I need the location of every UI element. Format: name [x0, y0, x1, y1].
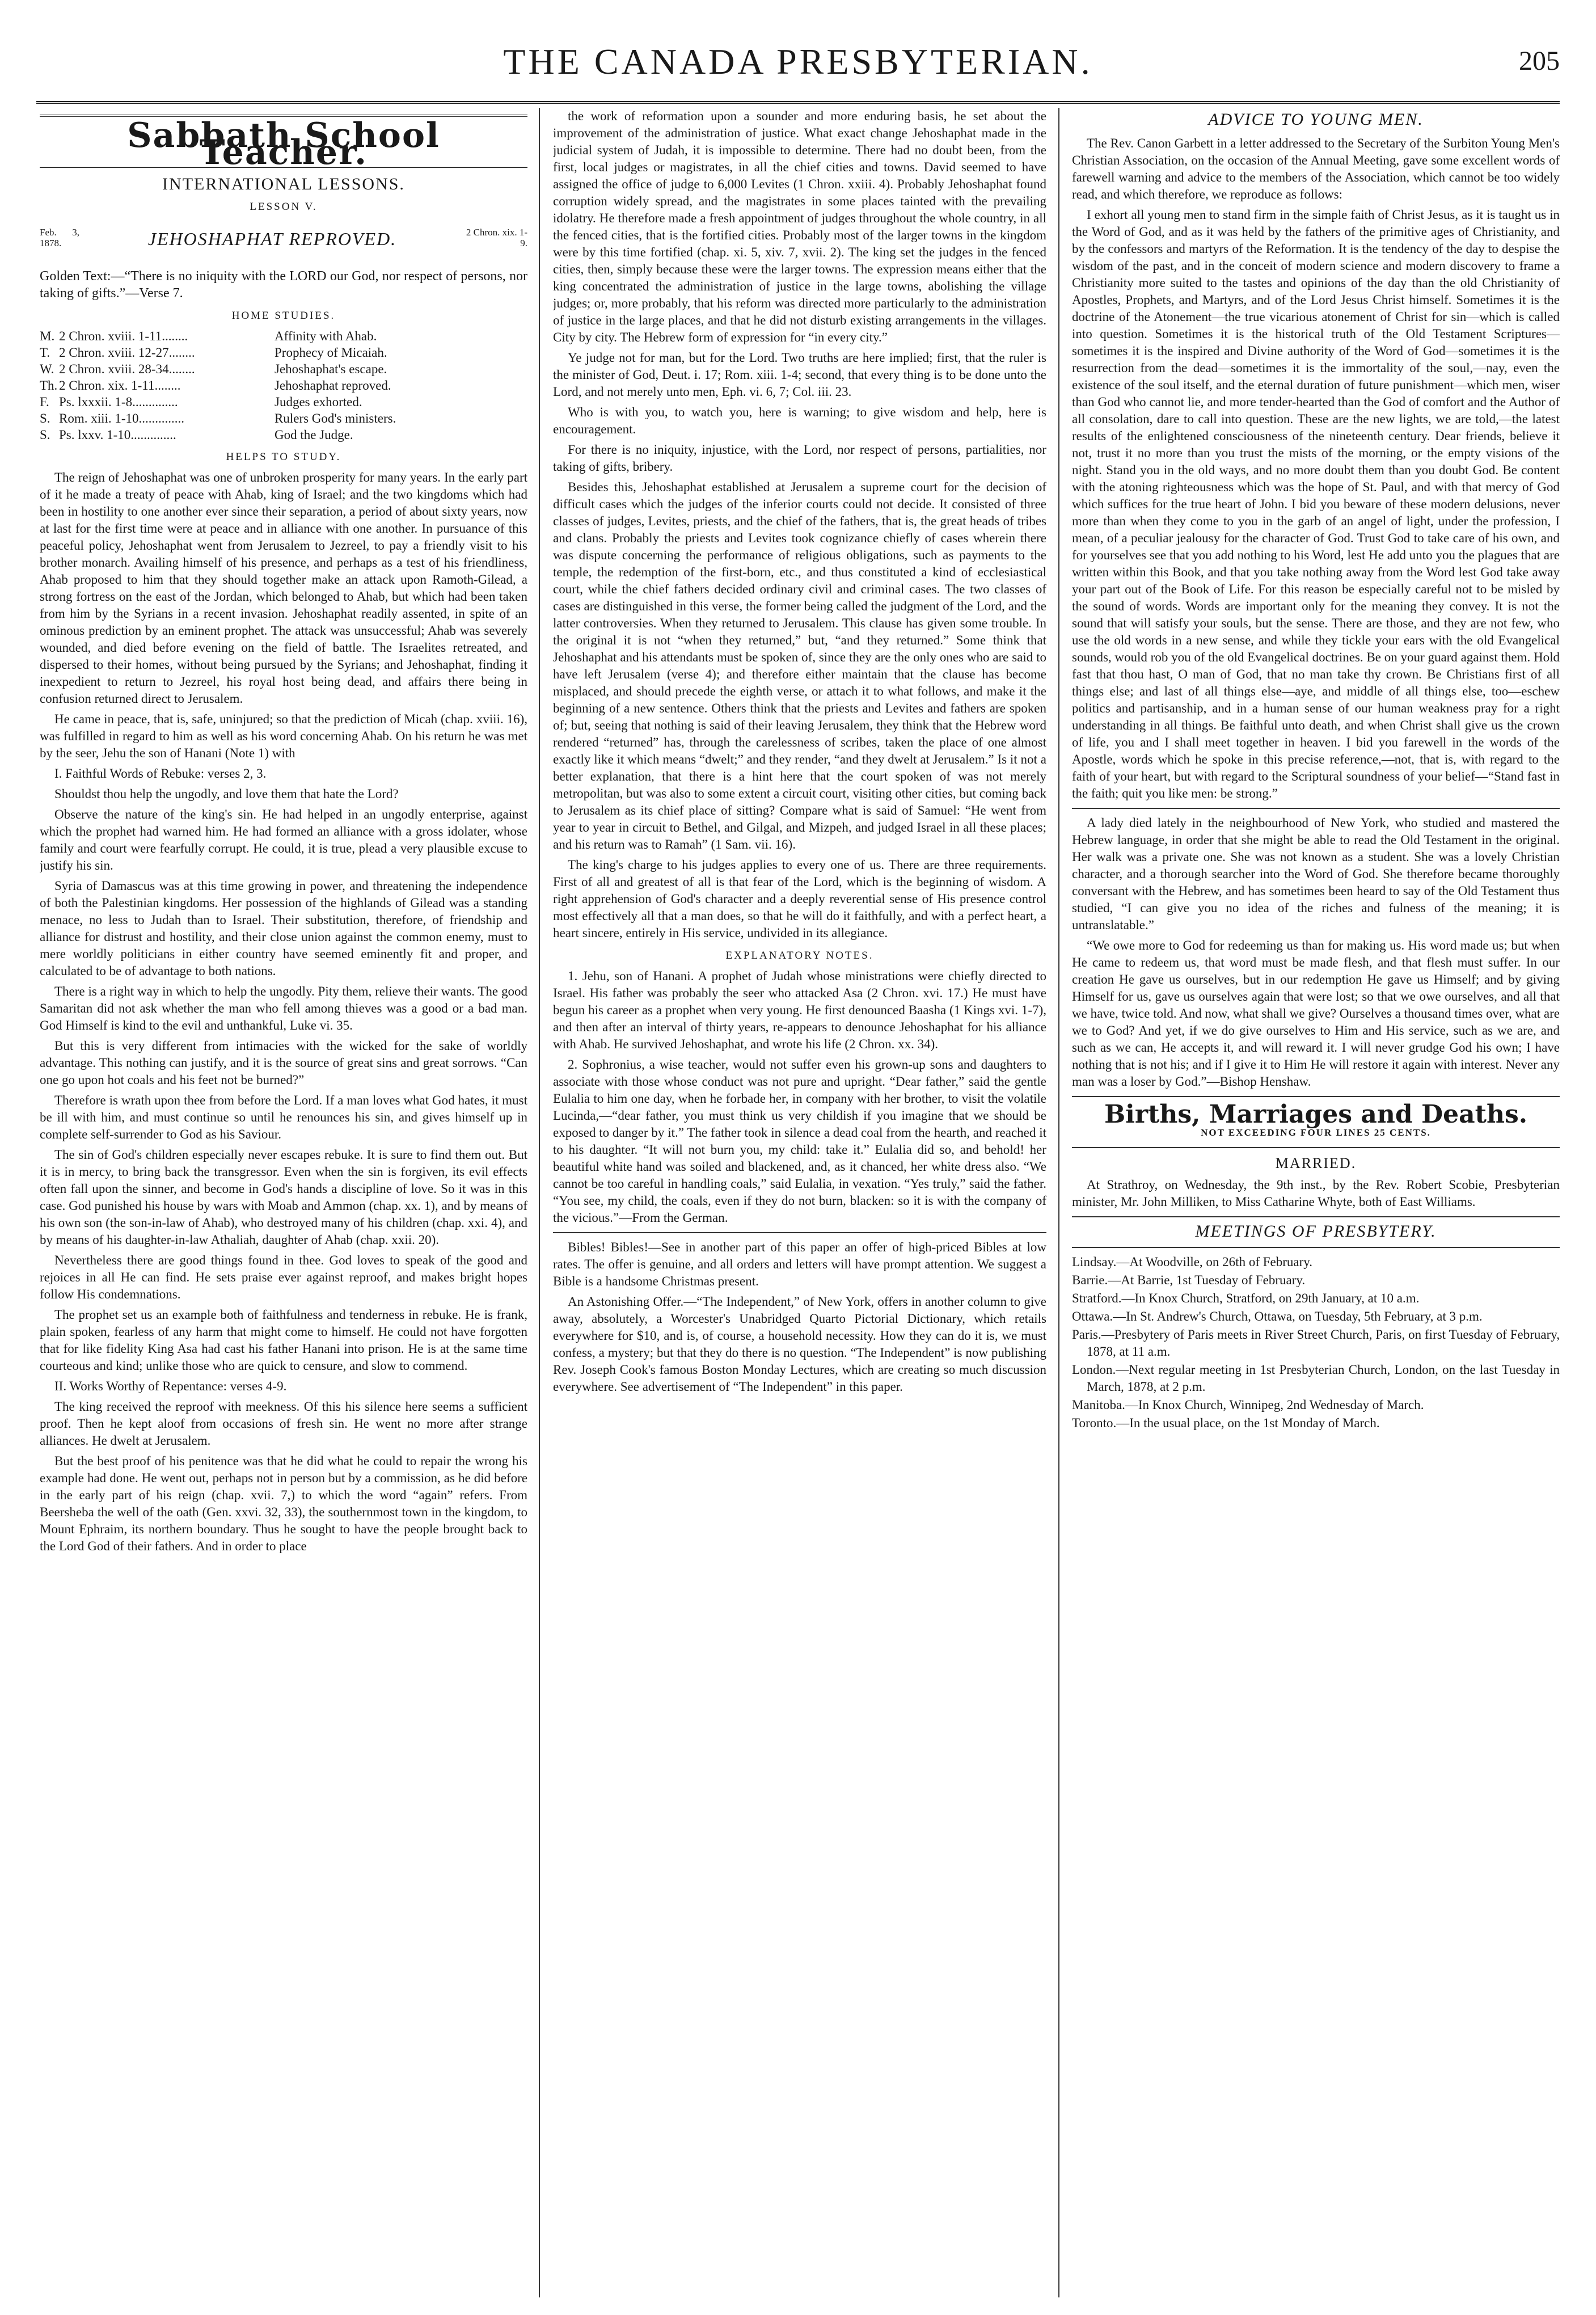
meeting-entry: Stratford.—In Knox Church, Stratford, on 29th January, at 10 a.m.	[1072, 1291, 1420, 1305]
bmd-title: Births, Marriages and Deaths.	[1104, 1100, 1528, 1129]
advice-rule	[1072, 808, 1560, 809]
column-rule-1	[539, 108, 540, 2297]
married-notice: At Strathroy, on Wednesday, the 9th inst., by the Rev. Robert Scobie, Presbyterian minister, Mr. John Milliken, to Miss Catharine Whyte, both of East Williams.	[1072, 1178, 1560, 1209]
home-study-row	[40, 410, 527, 427]
body-paragraph: Syria of Damascus was at this time growing in power, and threatening the independence of both the Palestinian kingdoms. Her possession of the highlands of Gilead was a standing menace, no less to Judah than to Israel. Their substitution, therefore, of friendship and alliance for distrust and hostility, and their close union against the common enemy, must to mere worldly politicians in either country have seemed eminently fit and proper, and calculated to be of advantage to both nations.	[40, 879, 527, 978]
lesson-date: Feb. 3, 1878.	[40, 227, 79, 248]
advertisements	[553, 1239, 1046, 1395]
body-paragraph: He came in peace, that is, safe, uninjured; so that the prediction of Micah (chap. xviii. 16), was fulfilled in regard to him as well as his word concerning Ahab. On his return he was met by the seer, Jehu the son of Hanani (Note 1) with	[40, 712, 527, 760]
hebrew-lady-paragraph: A lady died lately in the neighbourhood of New York, who studied and mastered the Hebrew language, in order that she might be able to read the Old Testament in the original. Her walk was a private one. She was not known as a student. She was a lovely Christian character, and a thorough searcher into the Word of God. She therefore became thoroughly conversant with the Hebrew, and has sometimes been heard to say of the Old Testament thus studied, “I can give you no idea of the riches and fulness of the meaning; it is untranslatable.”	[1072, 816, 1560, 932]
home-study-ref: 2 Chron. xviii. 28-34........	[59, 362, 195, 376]
married-rule	[1072, 1147, 1560, 1148]
home-study-day: F.	[40, 395, 49, 409]
lesson-header	[40, 222, 527, 262]
home-study-row	[40, 344, 527, 361]
newspaper-title: THE CANADA PRESBYTERIAN.	[503, 41, 1093, 82]
meetings-title: MEETINGS OF PRESBYTERY.	[1195, 1222, 1437, 1241]
page-number: 205	[1519, 46, 1560, 76]
note-paragraph: 2. Sophronius, a wise teacher, would not suffer even his grown-up sons and daughters to associate with those whose conduct was not pure and upright. “Dear father,” said the gentle Eulalia to him one day, when he forbade her, in company with her brother, to visit the volatile Lucinda,—“dear father, you must think us very childish if you imagine that we should be exposed to danger by it.” The father took in silence a dead coal from the hearth, and reached it to his daughter. “It will not burn you, my child: take it.” Eulalia did so, and behold! her beautiful white hand was soiled and blackened, and, as it chanced, her white dress also. “We cannot be too careful in handling coals,” said Eulalia, in vexation. “Yes truly,” said the father. “You see, my child, the coals, even if they do not burn, blacken: so it is with the company of the vicious.”—From the German.	[553, 1057, 1046, 1225]
body-paragraph: II. Works Worthy of Repentance: verses 4-9.	[54, 1379, 287, 1393]
masthead-rule	[36, 101, 1560, 104]
column-1	[40, 108, 527, 2297]
meetings-rule	[1072, 1216, 1560, 1217]
body-paragraph: Nevertheless there are good things found in thee. God loves to speak of the good and rejoices in all He can find. He sets praise ever against reproof, and makes bright hopes follow His condemnations.	[40, 1253, 527, 1301]
body-paragraph: Who is with you, to watch you, here is warning; to give wisdom and help, here is encouragement.	[553, 405, 1046, 436]
home-study-topic: Judges exhorted.	[275, 395, 362, 409]
note-paragraph: 1. Jehu, son of Hanani. A prophet of Judah whose ministrations were chiefly directed to Israel. His father was probably the seer who attacked Asa (2 Chron. xvi. 17.) He must have begun his career as a prophet when very young. He first denounced Baasha (1 Kings xvi. 1-7), and then after an interval of thirty years, re-appears to denounce Jehoshaphat for his alliance with Ahab. He survived Jehoshaphat, and wrote his life (2 Chron. xx. 34).	[553, 969, 1046, 1051]
column-3	[1072, 108, 1560, 2297]
lesson-title: JEHOSHAPHAT REPROVED.	[147, 229, 397, 249]
home-study-topic: Jehoshaphat's escape.	[275, 362, 387, 376]
advice-title: ADVICE TO YOUNG MEN.	[1208, 110, 1424, 129]
home-study-day: Th.	[40, 378, 58, 393]
meeting-entry: London.—Next regular meeting in 1st Presbyterian Church, London, on the last Tuesday in March, 1878, at 2 p.m.	[1072, 1363, 1560, 1394]
advertisement: An Astonishing Offer.—“The Independent,” of New York, offers in another column to give away, absolutely, a Worcester's Unabridged Quarto Pictorial Dictionary, which retails everywhere for $10, and is, of course, a household necessity. How they can do it is, we must confess, a mystery; but that they do there is no question. “The Independent” is now publishing Rev. Joseph Cook's famous Boston Monday Lectures, which are creating so much discussion everywhere. See advertisement of “The Independent” in this paper.	[553, 1294, 1046, 1394]
home-studies-table	[40, 328, 527, 443]
body-paragraph: the work of reformation upon a sounder and more enduring basis, he set about the improvement of the administration of justice. What exact change Jehoshaphat made in the judicial system of Judah, it is impossible to determine. There had no doubt been, from the first, local judges or magistrates, in all the chief cities and towns. David seemed to have assigned the office of judge to 6,000 Levites (1 Chron. xxiii. 4). Probably Jehoshaphat found corruption widely spread, and the magistrates in some places tainted with the prevailing idolatry. He therefore made a fresh appointment of judges throughout the whole country, in all the fenced cities, that is the fortified cities. Probably most of the larger towns in the kingdom were by this time fortified (chap. xi. 5, xiv. 7, xvii. 2). The king set the judges in the fenced cities, then, simply because these were the larger towns. The expression means either that the king concentrated the administration of justice in the large towns, abolishing the village judges; or, more probably, that his reform was directed more particularly to the administration of justice in the large places, and that he did not disturb existing arrangements in the villages. City by city. The Hebrew form of expression for “in every city.”	[553, 109, 1046, 344]
body-paragraph: Ye judge not for man, but for the Lord. Two truths are here implied; first, that the ruler is the minister of God, Deut. i. 17; Rom. xiii. 1-4; second, that every thing is to be done unto the Lord, and not merely unto men, Eph. vi. 6, 7; Col. iii. 23.	[553, 351, 1046, 399]
masthead	[36, 17, 1560, 102]
meeting-entry: Lindsay.—At Woodville, on 26th of February.	[1072, 1255, 1313, 1269]
explanatory-notes-title: EXPLANATORY NOTES.	[725, 950, 874, 962]
body-paragraph: But the best proof of his penitence was that he did what he could to repair the wrong his example had done. He went out, perhaps not in person but by a commission, as he did before in the early part of his reign (chap. xvii. 7,) to which the word “again” refers. From Beersheba the well of the oath (Gen. xxvi. 32, 33), the southernmost town in the kingdom, to Mount Ephraim, its northern boundary. Thus he sought to have the people brought back to the Lord God of their fathers. And in order to place	[40, 1454, 527, 1553]
body-paragraph: The prophet set us an example both of faithfulness and tenderness in rebuke. He is frank, plain spoken, fearless of any harm that might come to himself. He could not have forgotten that for like fidelity King Asa had cast his father Hanani into prison. He is at the same time courteous and kind; unlike those who are quick to censure, and slow to commend.	[40, 1308, 527, 1373]
body-paragraph: The king received the reproof with meekness. Of this his silence here seems a sufficient proof. Then he kept aloof from occasions of fresh sin. He went no more after strange alliances. He dwelt at Jerusalem.	[40, 1399, 527, 1448]
home-study-ref: 2 Chron. xviii. 1-11........	[59, 329, 188, 343]
henshaw-quote: “We owe more to God for redeeming us than for making us. His word made us; but when He came to redeem us, that word must be made flesh, and that flesh must suffer. In our creation He gave us ourselves, but in our redemption He gave us Himself; and by giving Himself for us, gave us ourselves again that were lost; so that we owe ourselves, and all that we have, twice told. And now, what shall we give? Ourselves a thousand times over, what are we to God? And yet, if we do give ourselves to Him and His service, such as we are, and such as we can, He accepts it, and will reward it. I will never grudge God his own; I have nothing that is not his; and if I give it to Him He will restore it again with interest. Never any man was a loser by God.”—Bishop Henshaw.	[1072, 938, 1560, 1089]
home-studies-title: HOME STUDIES.	[231, 310, 336, 322]
home-study-ref: Ps. lxxxii. 1-8..............	[59, 395, 178, 409]
advertisement: Bibles! Bibles!—See in another part of this paper an offer of high-priced Bibles at low rates. The offer is genuine, and all orders and letters will have prompt attention. We suggest a Bible is a handsome Christmas present.	[553, 1240, 1046, 1288]
home-study-topic: Prophecy of Micaiah.	[275, 345, 387, 360]
home-study-day: M.	[40, 329, 55, 343]
notes-rule	[553, 1232, 1046, 1233]
lesson-body	[40, 469, 527, 1555]
column-2	[553, 108, 1046, 2297]
body-paragraph: There is a right way in which to help the ungodly. Pity them, relieve their wants. The good Samaritan did not ask whether the man who fell among thieves was a good or a bad man. God Himself is kind to the evil and unthankful, Luke vi. 35.	[40, 984, 527, 1032]
meeting-entry: Barrie.—At Barrie, 1st Tuesday of February.	[1072, 1273, 1306, 1287]
body-paragraph: Besides this, Jehoshaphat established at Jerusalem a supreme court for the decision of difficult cases which the judges of the inferior courts could not decide. It consisted of three classes of judges, Levites, priests, and the chief of the fathers, that is, the great heads of tribes and clans. Probably the priests and Levites took cognizance chiefly of cases wherein there was dispute concerning the performance of religious obligations, such as payments to the temple, the redemption of the first-born, etc., and thus constituted a kind of ecclesiastical court, while the chief fathers decided ordinary civil and criminal cases. The two classes of cases are distinguished in this verse, the former being called the judgment of the Lord, and the latter controversies. When they returned to Jerusalem. This clause has given some trouble. In the original it is not “when they returned,” but, “and they returned.” Some think that Jehoshaphat and his attendants must be spoken of, since they are the only ones who are said to have left Jerusalem (verse 4); and therefore either maintain that the clause has become misplaced, and should precede the eighth verse, or attach it to what follows, and make it the beginning of a new sentence. Others think that the priests and Levites and fathers are spoken of; but, seeing that nothing is said of their leaving Jerusalem, they think that the Hebrew word rendered “returned” has, through the carelessness of scribes, taken the place of one almost exactly like it which means “dwelt;” and they render, “and they dwelt at Jerusalem.” Is it not a better explanation, that there is a hint here that the court spoken of was not merely metropolitan, but was also to some extent a circuit court, visiting other cities, but coming back to Jerusalem as its chief place of sitting? Compare what is said of Samuel: “He went from year to year in circuit to Bethel, and Gilgal, and Mizpeh, and judged Israel in all these places; and his return was to Ramah” (1 Sam. vii. 16).	[553, 480, 1046, 851]
meeting-entry: Ottawa.—In St. Andrew's Church, Ottawa, on Tuesday, 5th February, at 3 p.m.	[1072, 1309, 1483, 1323]
body-paragraph: But this is very different from intimacies with the wicked for the sake of worldly advantage. This nothing can justify, and it is the source of great sins and great sorrows. “Can one go upon hot coals and his feet not be burned?”	[40, 1039, 527, 1087]
section-title: Sabbath School Teacher.	[127, 116, 440, 172]
lesson-number: LESSON V.	[250, 201, 318, 213]
home-study-row	[40, 377, 527, 394]
married-title: MARRIED.	[1275, 1155, 1357, 1171]
home-study-day: T.	[40, 345, 50, 360]
column-rule-2	[1058, 108, 1059, 2297]
meeting-entry: Paris.—Presbytery of Paris meets in River Street Church, Paris, on first Tuesday of February, 1878, at 11 a.m.	[1072, 1327, 1560, 1359]
body-paragraph: I. Faithful Words of Rebuke: verses 2, 3.	[54, 766, 267, 781]
meeting-entry: Manitoba.—In Knox Church, Winnipeg, 2nd Wednesday of March.	[1072, 1398, 1424, 1412]
meetings-list	[1072, 1254, 1560, 1432]
home-study-topic: God the Judge.	[275, 428, 353, 442]
home-study-day: S.	[40, 428, 50, 442]
body-paragraph: The reign of Jehoshaphat was one of unbroken prosperity for many years. In the early part of it he made a treaty of peace with Ahab, king of Israel; and the two kingdoms which had been in hostility to one another ever since their separation, a period of about sixty years, now at last for the first time were at peace and in alliance with one another. In pursuance of this peaceful policy, Jehoshaphat went from Jerusalem to Jezreel, to pay a friendly visit to his brother monarch. Availing himself of his presence, and perhaps as a test of his friendliness, Ahab proposed to him that they should together make an attack upon Ramoth-Gilead, a strong fortress on the east of the Jordan, which belonged to Ahab, but which had been taken from him by the Syrians in a recent invasion. Jehoshaphat readily assented, in spite of an ominous prediction by an eminent prophet. The attack was unsuccessful; Ahab was severely wounded, and died before evening on the field of battle. The Israelites retreated, and dispersed to their homes, without being pursued by the Syrians; and Jehoshaphat, finding it inexpedient to return to Jezreel, his royal host being dead, and affairs there being in confusion returned direct to Jerusalem.	[40, 470, 527, 706]
home-study-row	[40, 328, 527, 344]
advice-paragraph: The Rev. Canon Garbett in a letter addressed to the Secretary of the Surbiton Young Men's Christian Association, on the occasion of the Annual Meeting, gave some excellent words of farewell warning and advice to the members of the Association, which cannot be too widely read, and which therefore, we reproduce as follows:	[1072, 136, 1560, 201]
international-lessons: INTERNATIONAL LESSONS.	[162, 175, 405, 193]
home-study-ref: Rom. xiii. 1-10..............	[59, 411, 185, 425]
body-paragraph: Shouldst thou help the ungodly, and love them that hate the Lord?	[54, 787, 399, 801]
home-study-topic: Rulers God's ministers.	[275, 411, 396, 425]
home-study-row	[40, 394, 527, 410]
lesson-body-continued	[553, 108, 1046, 942]
bmd-rate: NOT EXCEEDING FOUR LINES 25 CENTS.	[1201, 1127, 1431, 1138]
home-study-ref: Ps. lxxv. 1-10..............	[59, 428, 176, 442]
body-paragraph: Observe the nature of the king's sin. He had helped in an ungodly enterprise, against which the prophet had warned him. He had formed an alliance with a gross idolater, whose family and court were fearfully corrupt. He could, it is true, plead a very plausible excuse to justify his sin.	[40, 807, 527, 872]
advice-paragraph: I exhort all young men to stand firm in the simple faith of Christ Jesus, as it is taught us in the Word of God, and as it was held by the fathers of the primitive ages of Christianity, and by the confessors and martyrs of the Reformation. It is the tendency of the day to despise the wisdom of the past, and in the conceit of modern science and modern discovery to frame a Christianity more suited to the tastes and opinions of the day than the old Christianity of Apostles, Prophets, and Martyrs, and of the Lord Jesus Christ himself. Sometimes it is the doctrine of the Atonement—the true vicarious atonement of Christ for sin—which is called into question. Sometimes it is the historical truth of the Old Testament Scriptures—sometimes it is the inspired and Divine authority of the Word of God—sometimes it is the resurrection from the dead—sometimes it is the immortality of the soul,—nay, even the existence of the soul itself, and the eternal duration of future punishment—which men, wiser than God who cannot lie, and more tender-hearted than the God of comfort and the Author of all consolation, dare to call into question. These are the new lights, we are told,—the latest results of the enlightened consciousness of the nineteenth century. Dear friends, believe it not, trust it no more than you trust the mists of the morning, or the empty visions of the night. Stand you in the old ways, and no more doubt them than you doubt God. Be content with the atoning righteousness which was the hope of St. Paul, and with that mercy of God which suffices for the true heart of John. I bid you beware of these modern delusions, never more than when they come to you in the garb of an angel of light, under the profession, I mean, of a peculiar jealousy for the character of God. Trust God to take care of his own, and for yourselves see that you add nothing to his Word, lest He add unto you the plagues that are written within this Book, and that you take nothing away from the Word lest God take away your part out of the Book of Life. For this reason be especially careful not to be misled by the sound of words. Words are important only for the meaning they convey. It is not the sound that will satisfy your souls, but the sense. There are those, and they are not few, who use the old words in a new sense, and while they tickle your ears with the old Evangelical sounds, would rob you of the old Evangelical doctrines. Be on your guard against them. Hold fast that thou hast, O man of God, that no man take thy crown. Be Christians first of all things else; and last of all things else—aye, and middle of all things else, too—eschew politics and partisanship, and in a human sense of our human weakness pray for a right understanding in all things. Be faithful unto death, and when Christ shall give us the crown of life, you and I shall meet together in heaven. I bid you farewell in the words of the Apostle, words which he spoke in this precise reference,—not, that is, with regard to the faith of your heart, but with regard to the Scriptural soundness of your belief—“Stand fast in the faith; quit you like men: be strong.”	[1072, 208, 1560, 800]
helps-title: HELPS TO STUDY.	[226, 451, 341, 463]
bmd-rule	[1072, 1096, 1560, 1097]
meetings-rule-2	[1072, 1247, 1560, 1248]
body-paragraph: Therefore is wrath upon thee from before the Lord. If a man loves what God hates, it must be ill with him, and must continue so until he renounces his sin, and gives himself up in complete self-surrender to God as his Saviour.	[40, 1093, 527, 1141]
home-study-topic: Affinity with Ahab.	[275, 329, 377, 343]
home-study-ref: 2 Chron. xviii. 12-27........	[59, 345, 195, 360]
home-study-ref: 2 Chron. xix. 1-11........	[59, 378, 181, 393]
lesson-reference: 2 Chron. xix. 1-9.	[466, 227, 527, 248]
body-paragraph: The king's charge to his judges applies to every one of us. There are three requirements. First of all and greatest of all is that fear of the Lord, which is the beginning of wisdom. A right apprehension of God's character and a deeply reverential sense of His presence control most effectively all that a man does, so that he will do it faithfully, and with a perfect heart, a heart sincere, entirely in His service, undivided in its allegiance.	[553, 858, 1046, 940]
advice-body	[1072, 135, 1560, 802]
meeting-entry: Toronto.—In the usual place, on the 1st Monday of March.	[1072, 1416, 1380, 1430]
body-paragraph: For there is no iniquity, injustice, with the Lord, nor respect of persons, partialities, nor taking of gifts, bribery.	[553, 442, 1046, 474]
home-study-topic: Jehoshaphat reproved.	[275, 378, 391, 393]
home-study-row	[40, 361, 527, 377]
home-study-day: W.	[40, 362, 54, 376]
explanatory-notes	[553, 968, 1046, 1226]
golden-text: Golden Text:—“There is no iniquity with the LORD our God, nor respect of persons, nor taking of gifts.”—Verse 7.	[40, 269, 527, 301]
home-study-row	[40, 427, 527, 443]
home-study-day: S.	[40, 411, 50, 425]
body-paragraph: The sin of God's children especially never escapes rebuke. It is sure to find them out. But it is in mercy, to bring back the transgressor. Even when the sin is forgiven, its evil effects often fall upon the sinner, and become in God's hands a discipline of love. So it was in this case. God punished his house by wars with Moab and Ammon (chap. xx. 1), and by means of his own son (the son-in-law of Ahab), who destroyed many of his children (chap. xxi. 4), and by means of his daughter-in-law Athaliah, daughter of Ahab (chap. xxii. 20).	[40, 1148, 527, 1247]
